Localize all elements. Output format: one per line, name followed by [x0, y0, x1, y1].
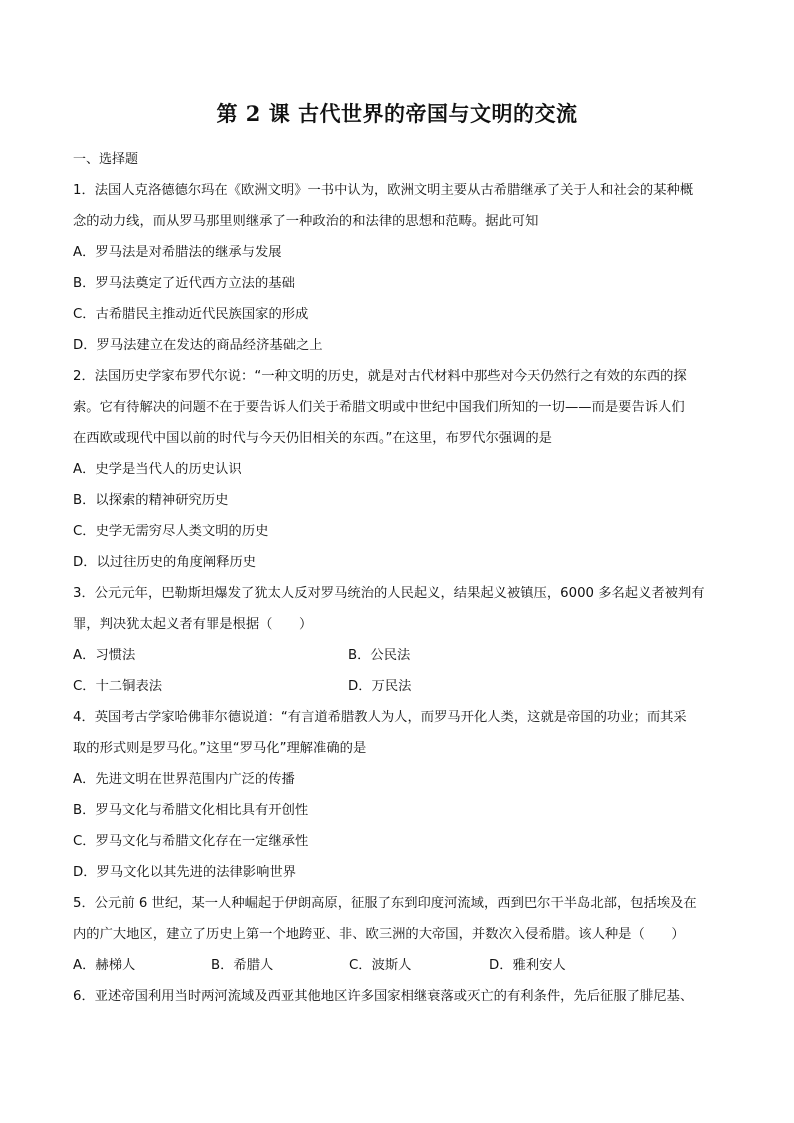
question-stem-line: 1．法国人克洛德德尔玛在《欧洲文明》一书中认为，欧洲文明主要从古希腊继承了关于人和社会的某种概: [73, 183, 694, 198]
option-b: B．希腊人: [211, 958, 274, 973]
question-4: [73, 702, 723, 888]
question-1: [73, 175, 723, 361]
option-b: B．罗马法奠定了近代西方立法的基础: [73, 276, 295, 291]
question-6: [73, 981, 723, 1012]
option-d: D．罗马文化以其先进的法律影响世界: [73, 865, 296, 880]
question-stem-line: 取的形式则是罗马化。”这里“罗马化”理解准确的是: [73, 741, 367, 756]
option-a: A．习惯法: [73, 648, 136, 663]
question-stem-line: 3．公元元年，巴勒斯坦爆发了犹太人反对罗马统治的人民起义，结果起义被镇压，6000 多名起义者被判有: [73, 586, 705, 601]
question-3: [73, 578, 723, 702]
page-title: 第 2 课 古代世界的帝国与文明的交流: [216, 101, 578, 126]
option-b: B．以探索的精神研究历史: [73, 493, 229, 508]
document-body: [73, 144, 723, 1012]
options-row: [73, 950, 723, 981]
question-stem-line: 6．亚述帝国利用当时两河流域及西亚其他地区许多国家相继衰落或灭亡的有利条件，先后征服了腓尼基、: [73, 989, 694, 1004]
question-stem-line: 在西欧或现代中国以前的时代与今天仍旧相关的东西。”在这里，布罗代尔强调的是: [73, 431, 552, 446]
question-2: [73, 361, 723, 578]
option-c: C．十二铜表法: [73, 679, 163, 694]
option-a: A．罗马法是对希腊法的继承与发展: [73, 245, 282, 260]
section-heading: 一、选择题: [73, 152, 139, 167]
question-stem-line: 索。它有待解决的问题不在于要告诉人们关于希腊文明或中世纪中国我们所知的一切——而是要告诉人们: [73, 400, 685, 415]
option-d: D．罗马法建立在发达的商品经济基础之上: [73, 338, 323, 353]
option-d: D．以过往历史的角度阐释历史: [73, 555, 257, 570]
option-d: D．万民法: [348, 679, 412, 694]
question-stem-line: 5．公元前 6 世纪，某一人种崛起于伊朗高原，征服了东到印度河流域，西到巴尔干半岛北部，包括埃及在: [73, 896, 697, 911]
option-c: C．波斯人: [349, 958, 412, 973]
option-d: D．雅利安人: [489, 958, 566, 973]
question-stem-line: 内的广大地区，建立了历史上第一个地跨亚、非、欧三洲的大帝国，并数次入侵希腊。该人种是（ ）: [73, 927, 685, 942]
option-a: A．史学是当代人的历史认识: [73, 462, 242, 477]
option-c: C．古希腊民主推动近代民族国家的形成: [73, 307, 309, 322]
question-stem-line: 念的动力线，而从罗马那里则继承了一种政治的和法律的思想和范畴。据此可知: [73, 214, 539, 229]
question-stem-line: 2．法国历史学家布罗代尔说：“一种文明的历史，就是对古代材料中那些对今天仍然行之有效的东西的探: [73, 369, 687, 384]
option-a: A．赫梯人: [73, 958, 136, 973]
option-a: A．先进文明在世界范围内广泛的传播: [73, 772, 295, 787]
option-b: B．罗马文化与希腊文化相比具有开创性: [73, 803, 309, 818]
option-c: C．罗马文化与希腊文化存在一定继承性: [73, 834, 309, 849]
option-c: C．史学无需穷尽人类文明的历史: [73, 524, 269, 539]
question-5: [73, 888, 723, 981]
options-row: [73, 671, 723, 702]
question-stem-line: 4．英国考古学家哈佛菲尔德说道：“有言道希腊教人为人，而罗马开化人类，这就是帝国的功业；而其采: [73, 710, 687, 725]
options-row: [73, 640, 723, 671]
option-b: B．公民法: [348, 648, 411, 663]
question-stem-line: 罪，判决犹太起义者有罪是根据（ ）: [73, 617, 313, 632]
